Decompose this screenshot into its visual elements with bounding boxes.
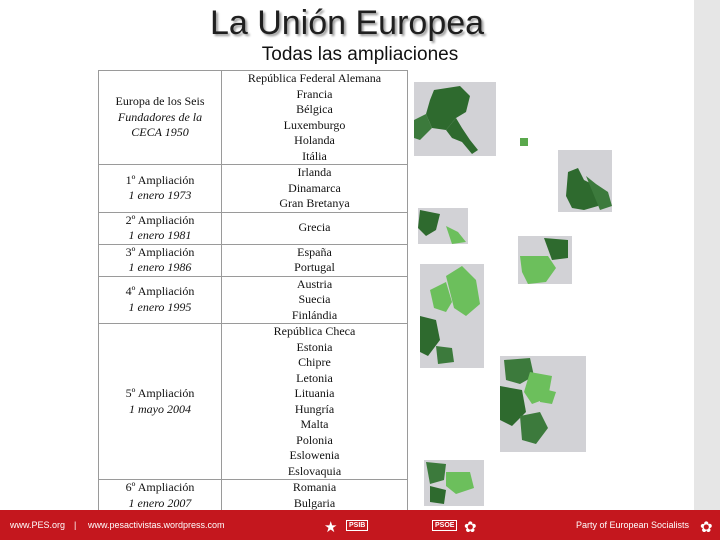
country-name: Letonia (296, 370, 333, 385)
country-name: Romania (292, 480, 337, 494)
country-name: Irlanda (297, 165, 332, 179)
page-title: La Unión Europea (209, 4, 485, 42)
country-name: Finlándia (291, 307, 338, 322)
label-line: 1 enero 1986 (128, 260, 192, 274)
label-line: 6º Ampliación (125, 480, 195, 494)
footer-link-pes[interactable]: www.PES.org (10, 520, 66, 530)
country-name: Estonia (296, 339, 333, 354)
footer-separator: | (74, 520, 77, 530)
map-2004 (500, 356, 586, 452)
country-name: Polonia (296, 432, 333, 447)
country-name: República Federal Alemana (247, 71, 382, 85)
label-line: 4º Ampliación (125, 284, 195, 299)
country-name: Holanda (294, 133, 335, 147)
country-name: Hungría (294, 401, 335, 416)
psib-logo: PSIB (346, 520, 368, 531)
country-name: Lituania (294, 386, 335, 400)
country-name: Gran Bretanya (279, 196, 350, 210)
country-name: Bélgica (296, 102, 333, 116)
country-name: Suecia (298, 292, 331, 306)
country-name: Luxemburgo (283, 117, 346, 132)
label-line: 1 enero 2007 (128, 495, 192, 510)
country-name: Bulgaria (293, 495, 336, 510)
country-name: República Checa (273, 324, 356, 338)
rose-icon: ✿ (700, 519, 713, 536)
map-1973 (520, 138, 612, 212)
rose-icon: ✿ (464, 519, 477, 536)
country-name: Eslovaquia (287, 463, 342, 478)
country-name: Chipre (298, 355, 331, 369)
label-line: 5º Ampliación (125, 386, 195, 400)
label-line: 1 enero 1995 (128, 299, 192, 314)
label-line: Europa de los Seis (115, 94, 205, 109)
label-line: 1 enero 1981 (128, 228, 192, 242)
country-name: Francia (296, 86, 333, 101)
country-name: España (297, 244, 332, 259)
label-line: Fundadores de la (117, 109, 203, 124)
page-subtitle: Todas las ampliaciones (261, 44, 459, 65)
label-line: 1 mayo 2004 (129, 401, 191, 416)
country-name: Itália (302, 148, 327, 163)
map-1995 (420, 264, 484, 368)
country-name: Grecia (298, 220, 331, 235)
country-name: Eslowenia (289, 448, 340, 462)
label-line: 1º Ampliación (125, 172, 195, 187)
map-1986 (518, 236, 572, 284)
psoe-logo: PSOE (432, 520, 457, 531)
country-name: Malta (300, 417, 329, 431)
footer-link-blog[interactable]: www.pesactivistas.wordpress.com (88, 520, 225, 530)
label-line: 3º Ampliación (125, 244, 195, 259)
label-line: 1 enero 1973 (128, 188, 192, 203)
label-line: 2º Ampliación (125, 212, 195, 227)
country-name: Austria (296, 276, 333, 291)
rose-icon: ★ (324, 519, 338, 536)
footer-bar (0, 510, 720, 540)
label-line: CECA 1950 (131, 125, 189, 140)
map-2007 (424, 460, 484, 506)
country-name: Portugal (294, 260, 335, 274)
country-name: Dinamarca (288, 180, 341, 195)
footer-party-name: Party of European Socialists (576, 520, 690, 530)
map-founders (414, 82, 496, 156)
map-1981 (418, 208, 468, 244)
